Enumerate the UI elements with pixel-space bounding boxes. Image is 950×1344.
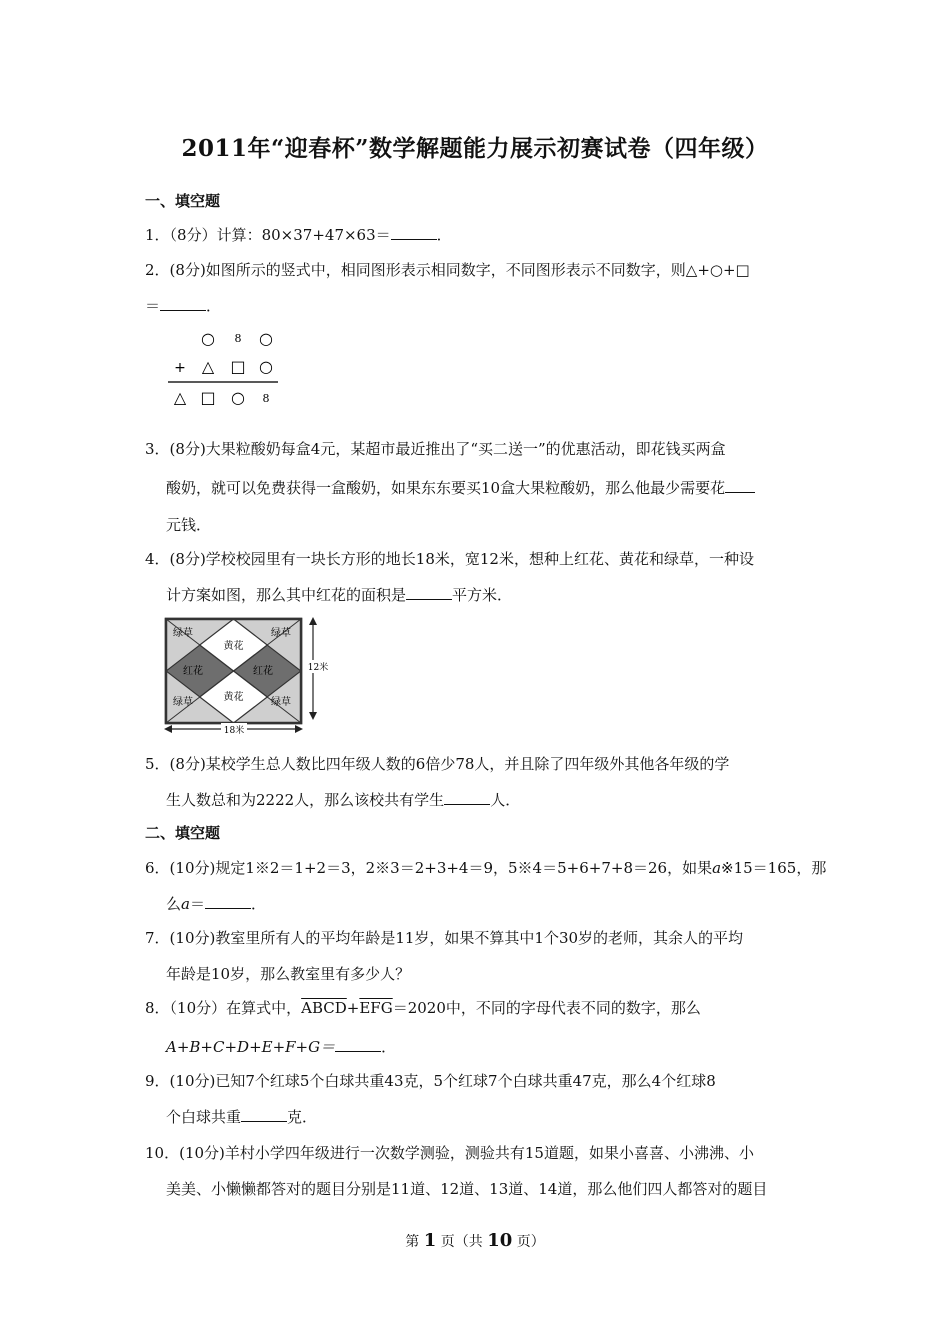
label-red-right: 红花 — [253, 666, 273, 677]
question-3-cont: 酸奶，就可以免费获得一盒酸奶，如果东东要买10盒大果粒酸奶，那么他最少需要花 — [166, 477, 755, 498]
label-green-tr: 绿草 — [271, 628, 291, 639]
question-6-cont: 么a＝ ． — [166, 895, 266, 913]
fig1-r3c1: △ — [173, 388, 187, 407]
question-5-cont: 生人数总和为2222人，那么该校共有学生 人． — [166, 791, 521, 809]
question-10-cont: 美美、小懒懒都答对的题目分别是11道、12道、13道、14道，那么他们四人都答对的题目 — [166, 1180, 768, 1198]
fig1-r2c2: □ — [230, 357, 246, 376]
question-3-cont2: 元钱． — [166, 516, 212, 534]
fig1-r3c4: 8 — [262, 392, 270, 405]
answer-blank — [241, 1107, 287, 1122]
current-page-number: 1 — [423, 1230, 437, 1251]
question-5: 5．(8分)某校学生总人数比四年级人数的6倍少78人，并且除了四年级外其他各年级的学 — [145, 755, 730, 773]
answer-blank — [205, 894, 251, 909]
fig1-r2c1: △ — [201, 357, 215, 376]
answer-blank — [391, 225, 437, 240]
vertical-addition-figure — [160, 325, 290, 415]
question-6: 6．(10分)规定1※2＝1+2＝3，2※3＝2+3+4＝9，5※4＝5+6+7+8＝26，如果a※15＝165，那 — [145, 859, 827, 877]
section-heading-2: 二、填空题 — [145, 824, 221, 842]
section-heading-1: 一、填空题 — [145, 192, 221, 210]
total-page-number: 10 — [487, 1230, 513, 1251]
question-8: 8．（10分）在算式中，$ABCD+\overline{EFG}=2020$中，不同的字母代表不同的数字，那么 — [145, 999, 701, 1017]
question-4-cont: 计方案如图，那么其中红花的面积是 平方米． — [166, 586, 513, 604]
question-2-cont: ＝ ． — [145, 297, 222, 315]
fig1-r3c2: □ — [200, 388, 216, 407]
question-7-cont: 年龄是10岁，那么教室里有多少人？ — [166, 965, 411, 983]
overline-abcd: ABCD — [301, 999, 347, 1017]
label-green-tl: 绿草 — [173, 628, 193, 639]
question-9-cont: 个白球共重 克． — [166, 1108, 318, 1126]
label-green-br: 绿草 — [271, 697, 291, 708]
answer-blank — [725, 478, 755, 493]
answer-blank — [335, 1037, 381, 1052]
fig1-r1c3: ○ — [259, 329, 273, 348]
fig1-r1c1: ○ — [201, 329, 215, 348]
question-8-cont: A+B+C+D+E+F+G＝ ． — [166, 1038, 397, 1056]
label-yellow-top: 黄花 — [223, 641, 244, 652]
fig1-r1c2: 8 — [234, 332, 242, 345]
answer-blank — [406, 585, 452, 600]
answer-blank — [160, 296, 206, 311]
label-yellow-bottom: 黄花 — [223, 692, 244, 703]
question-4: 4．(8分)学校校园里有一块长方形的地长18米，宽12米，想种上红花、黄花和绿草，一种设 — [145, 550, 754, 568]
fig1-r2c3: ○ — [259, 357, 273, 376]
question-1: 1．（8分）计算：80×37+47×63＝ ． — [145, 226, 452, 244]
garden-design-figure — [163, 616, 333, 736]
page-footer: 第 1 页（共 10 页） — [405, 1230, 545, 1251]
label-green-bl: 绿草 — [173, 697, 193, 708]
question-7: 7．(10分)教室里所有人的平均年龄是11岁，如果不算其中1个30岁的老师，其余人的平均 — [145, 929, 744, 947]
page-title: 2011年“迎春杯”数学解题能力展示初赛试卷（四年级） — [181, 135, 769, 162]
fig1-plus: + — [174, 360, 186, 376]
question-10: 10．(10分)羊村小学四年级进行一次数学测验，测验共有15道题，如果小喜喜、小沸沸、小 — [145, 1144, 754, 1162]
question-9: 9．(10分)已知7个红球5个白球共重43克，5个红球7个白球共重47克，那么4个红球8 — [145, 1072, 716, 1090]
answer-blank — [444, 790, 490, 805]
overline-efg: $\overline{EFG}$ — [359, 999, 393, 1017]
label-red-left: 红花 — [183, 666, 203, 677]
fig1-r3c3: ○ — [231, 388, 245, 407]
question-3: 3．(8分)大果粒酸奶每盒4元，某超市最近推出了“买二送一”的优惠活动，即花钱买两盒 — [145, 440, 726, 458]
height-label: 12米 — [307, 663, 329, 673]
width-label: 18米 — [223, 726, 245, 736]
question-2: 2．(8分)如图所示的竖式中，相同图形表示相同数字，不同图形表示不同数字，则△+○+□ — [145, 261, 750, 279]
